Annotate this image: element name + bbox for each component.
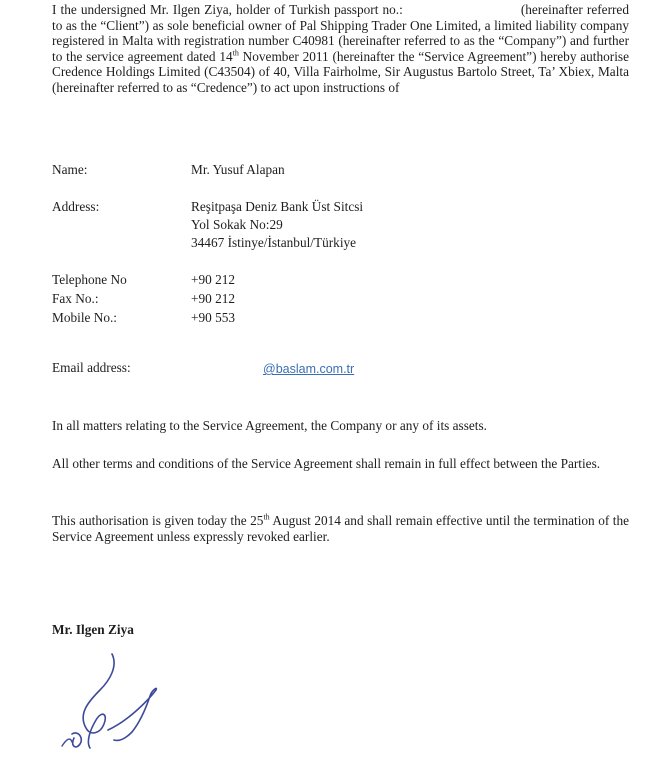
authorisation-paragraph	[52, 513, 629, 544]
auth-date-sup: th	[263, 512, 270, 522]
intro-paragraph	[52, 2, 629, 96]
name-value: Mr. Yusuf Alapan	[191, 162, 285, 177]
mobile-label: Mobile No.:	[52, 310, 118, 325]
fax-value: +90 212	[191, 291, 236, 306]
telephone-value: +90 212	[191, 272, 236, 287]
email-label: Email address:	[52, 360, 131, 375]
terms-paragraph: All other terms and conditions of the Service Agreement shall remain in full effect between the Parties.	[52, 456, 601, 471]
intro-body: to as the “Client”) as sole beneficial owner of Pal Shipping Trader One Limited, a limited liability company registered in Malta with registration number C40981 (hereinafter referred to as the “Company”) and further to the service agreement dated 14	[52, 17, 629, 64]
intro-line1-b: (hereinafter referred	[520, 2, 629, 17]
scope-paragraph: In all matters relating to the Service Agreement, the Company or any of its assets.	[52, 418, 487, 433]
fax-label: Fax No.:	[52, 291, 99, 306]
auth-text-a: This authorisation is given today the 25	[52, 513, 264, 528]
address-label: Address:	[52, 199, 100, 214]
mobile-value: +90 553	[191, 310, 236, 325]
address-line-1: Reşitpaşa Deniz Bank Üst Sitcsi	[191, 199, 364, 214]
signature-image	[60, 650, 190, 755]
telephone-label: Telephone No	[52, 272, 127, 287]
email-link[interactable]: @baslam.com.tr	[263, 362, 355, 376]
intro-date-sup: th	[232, 48, 239, 58]
auth-text-b: August 2014 and shall remain effective until the termination of the Service Agreement unless expressly revoked earlier.	[52, 513, 629, 544]
intro-body-2: November 2011 (hereinafter the “Service Agreement”) hereby authorise Credence Holdings Limited (C43504) of 40, Villa Fairholme, Sir Augustus Bartolo Street, Ta’ Xbiex, Malta (hereinafter referred to as “Credence”) to act upon instructions of	[52, 48, 629, 95]
address-line-2: Yol Sokak No:29	[191, 217, 283, 232]
name-label: Name:	[52, 162, 88, 177]
address-line-3: 34467 İstinye/İstanbul/Türkiye	[191, 235, 357, 250]
signer-name: Mr. Ilgen Ziya	[52, 622, 134, 637]
intro-line1-a: I the undersigned Mr. Ilgen Ziya, holder of Turkish passport no.:	[52, 2, 403, 17]
